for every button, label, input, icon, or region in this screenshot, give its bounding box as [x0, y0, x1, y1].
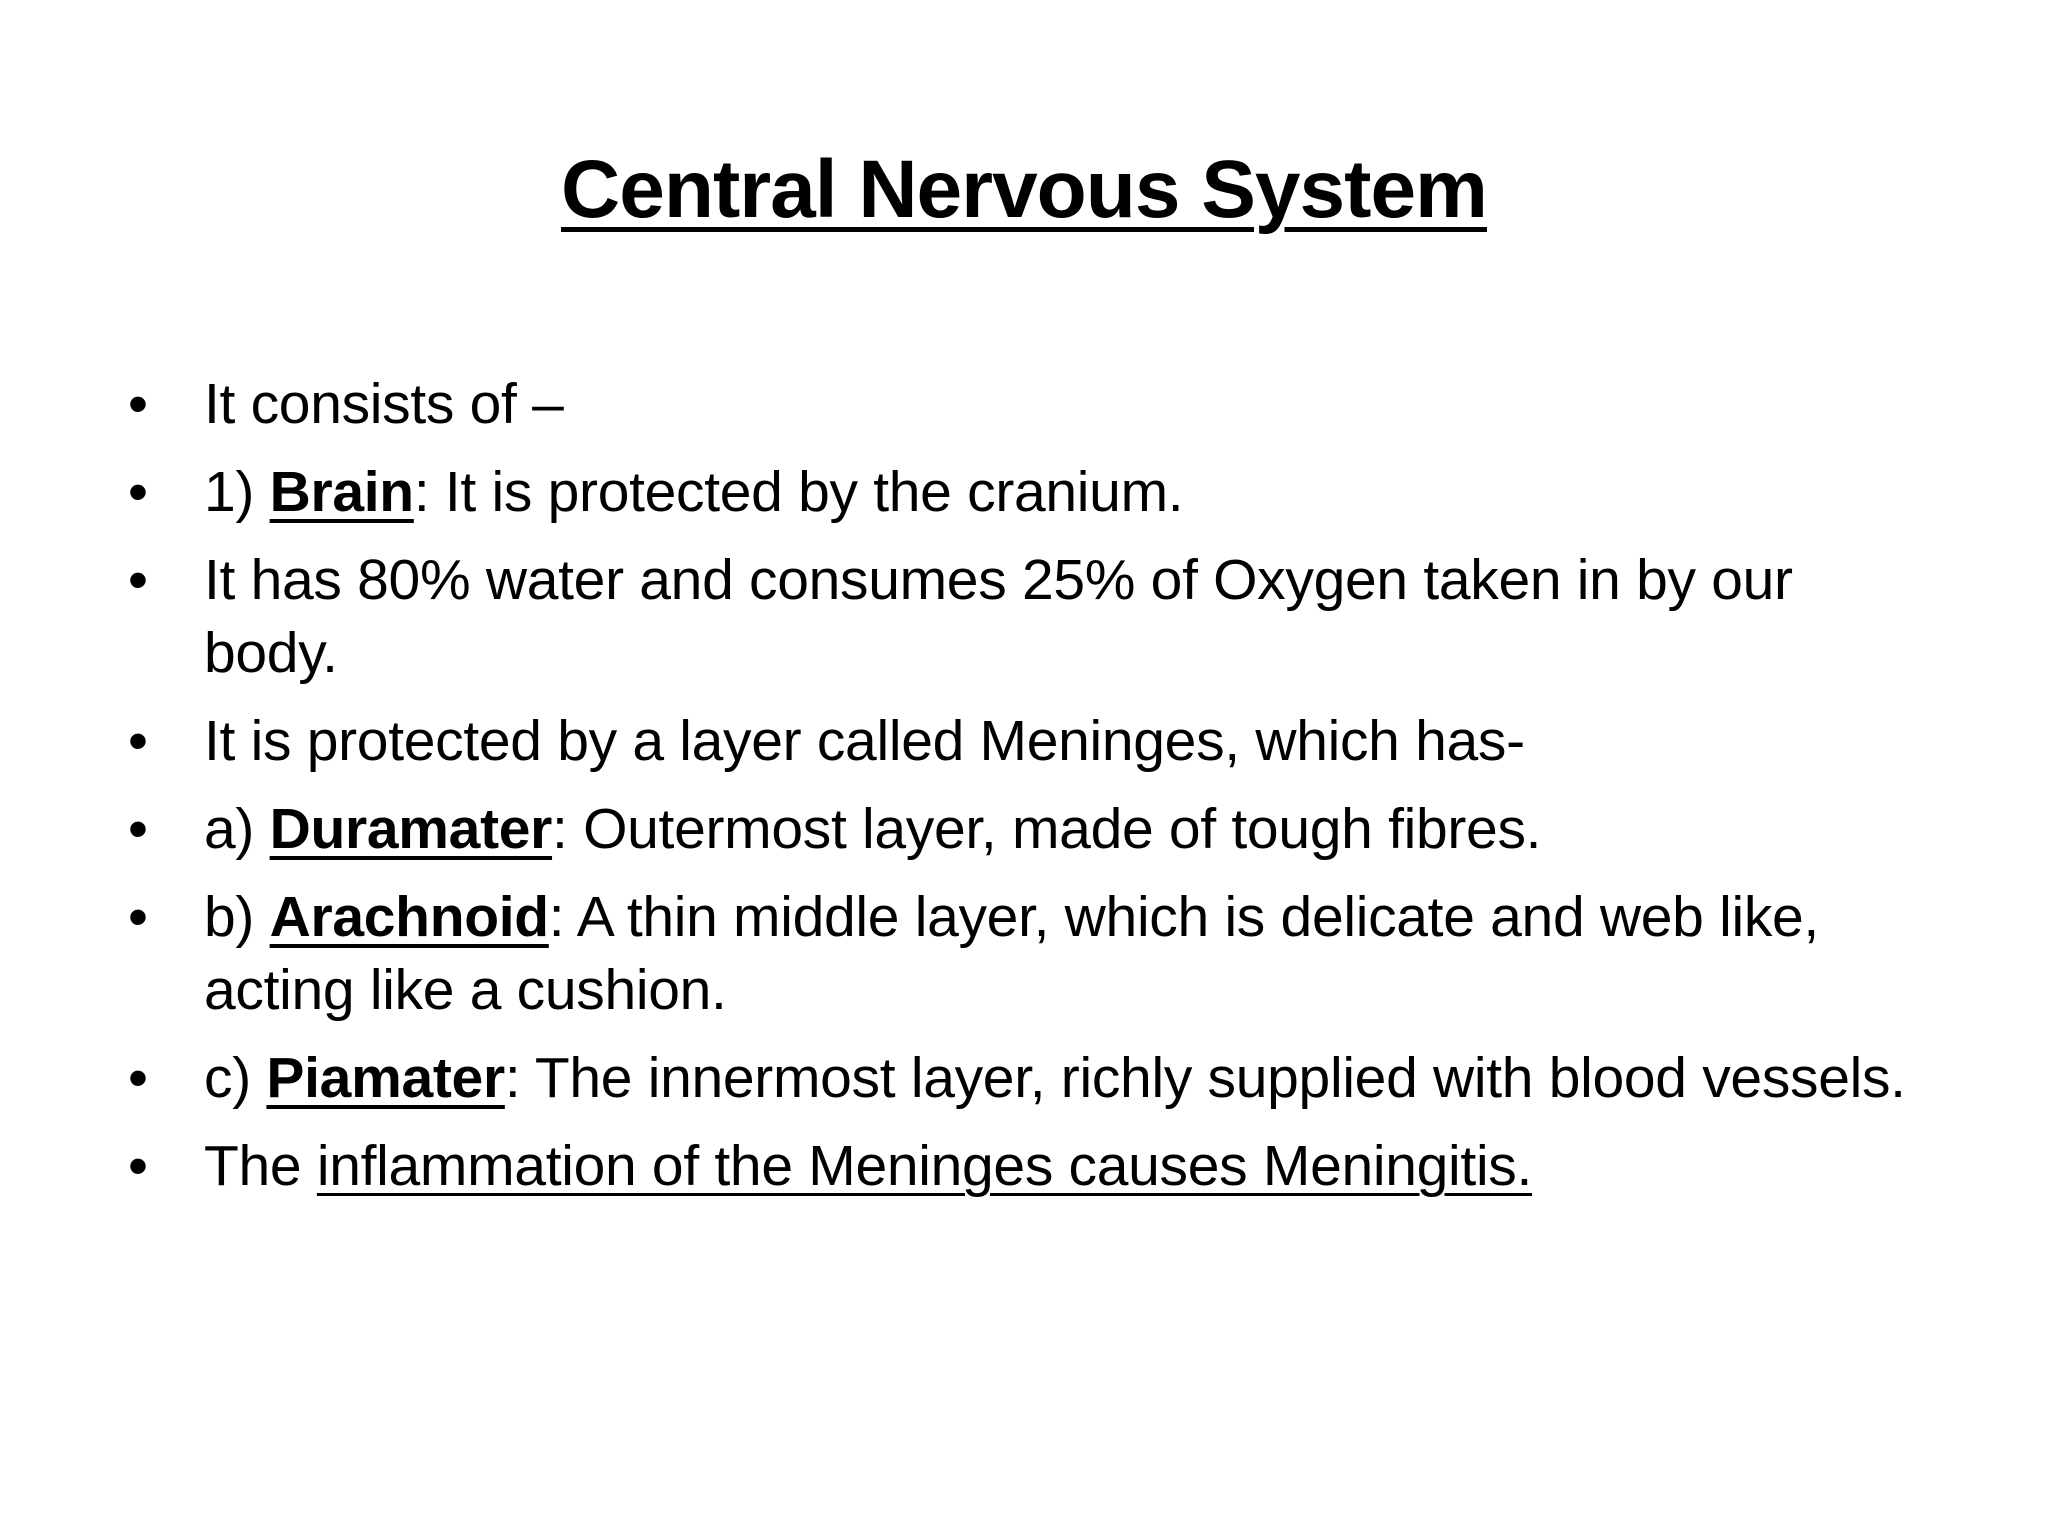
bullet-text: : A thin middle layer, which is delicate and web like, acting like a cushion.: [204, 885, 1819, 1022]
bullet-item: [118, 544, 1918, 690]
bullet-icon: •: [128, 797, 148, 861]
bullet-icon: •: [128, 1134, 148, 1198]
bullet-text: : The innermost layer, richly supplied with blood vessels.: [504, 1046, 1906, 1110]
bullet-icon: •: [128, 885, 148, 949]
bullet-text: It is protected by a layer called Meninges, which has-: [204, 709, 1525, 773]
bullet-icon: •: [128, 1046, 148, 1110]
bullet-prefix: 1): [204, 460, 270, 524]
bullet-text: : It is protected by the cranium.: [413, 460, 1184, 524]
bullet-icon: •: [128, 372, 148, 436]
term-duramater: Duramater: [269, 797, 553, 861]
bullet-item: [118, 1042, 1918, 1115]
bullet-icon: •: [128, 709, 148, 773]
bullet-list: [118, 368, 1918, 1218]
bullet-item: [118, 705, 1918, 778]
term-brain: Brain: [269, 460, 414, 524]
bullet-prefix: The: [204, 1134, 317, 1198]
bullet-text: It consists of –: [204, 372, 564, 436]
bullet-prefix: a): [204, 797, 270, 861]
term-arachnoid: Arachnoid: [269, 885, 549, 949]
term-piamater: Piamater: [266, 1046, 505, 1110]
slide-title: Central Nervous System: [561, 144, 1487, 235]
bullet-prefix: c): [204, 1046, 267, 1110]
bullet-item: [118, 1130, 1918, 1203]
bullet-prefix: b): [204, 885, 270, 949]
bullet-icon: •: [128, 548, 148, 612]
bullet-item: [118, 881, 1918, 1027]
bullet-text: It has 80% water and consumes 25% of Oxygen taken in by our body.: [204, 548, 1793, 685]
bullet-item: [118, 368, 1918, 441]
bullet-item: [118, 793, 1918, 866]
bullet-item: [118, 456, 1918, 529]
bullet-text: : Outermost layer, made of tough fibres.: [552, 797, 1542, 861]
bullet-icon: •: [128, 460, 148, 524]
underlined-statement: inflammation of the Meninges causes Meningitis.: [316, 1134, 1533, 1198]
